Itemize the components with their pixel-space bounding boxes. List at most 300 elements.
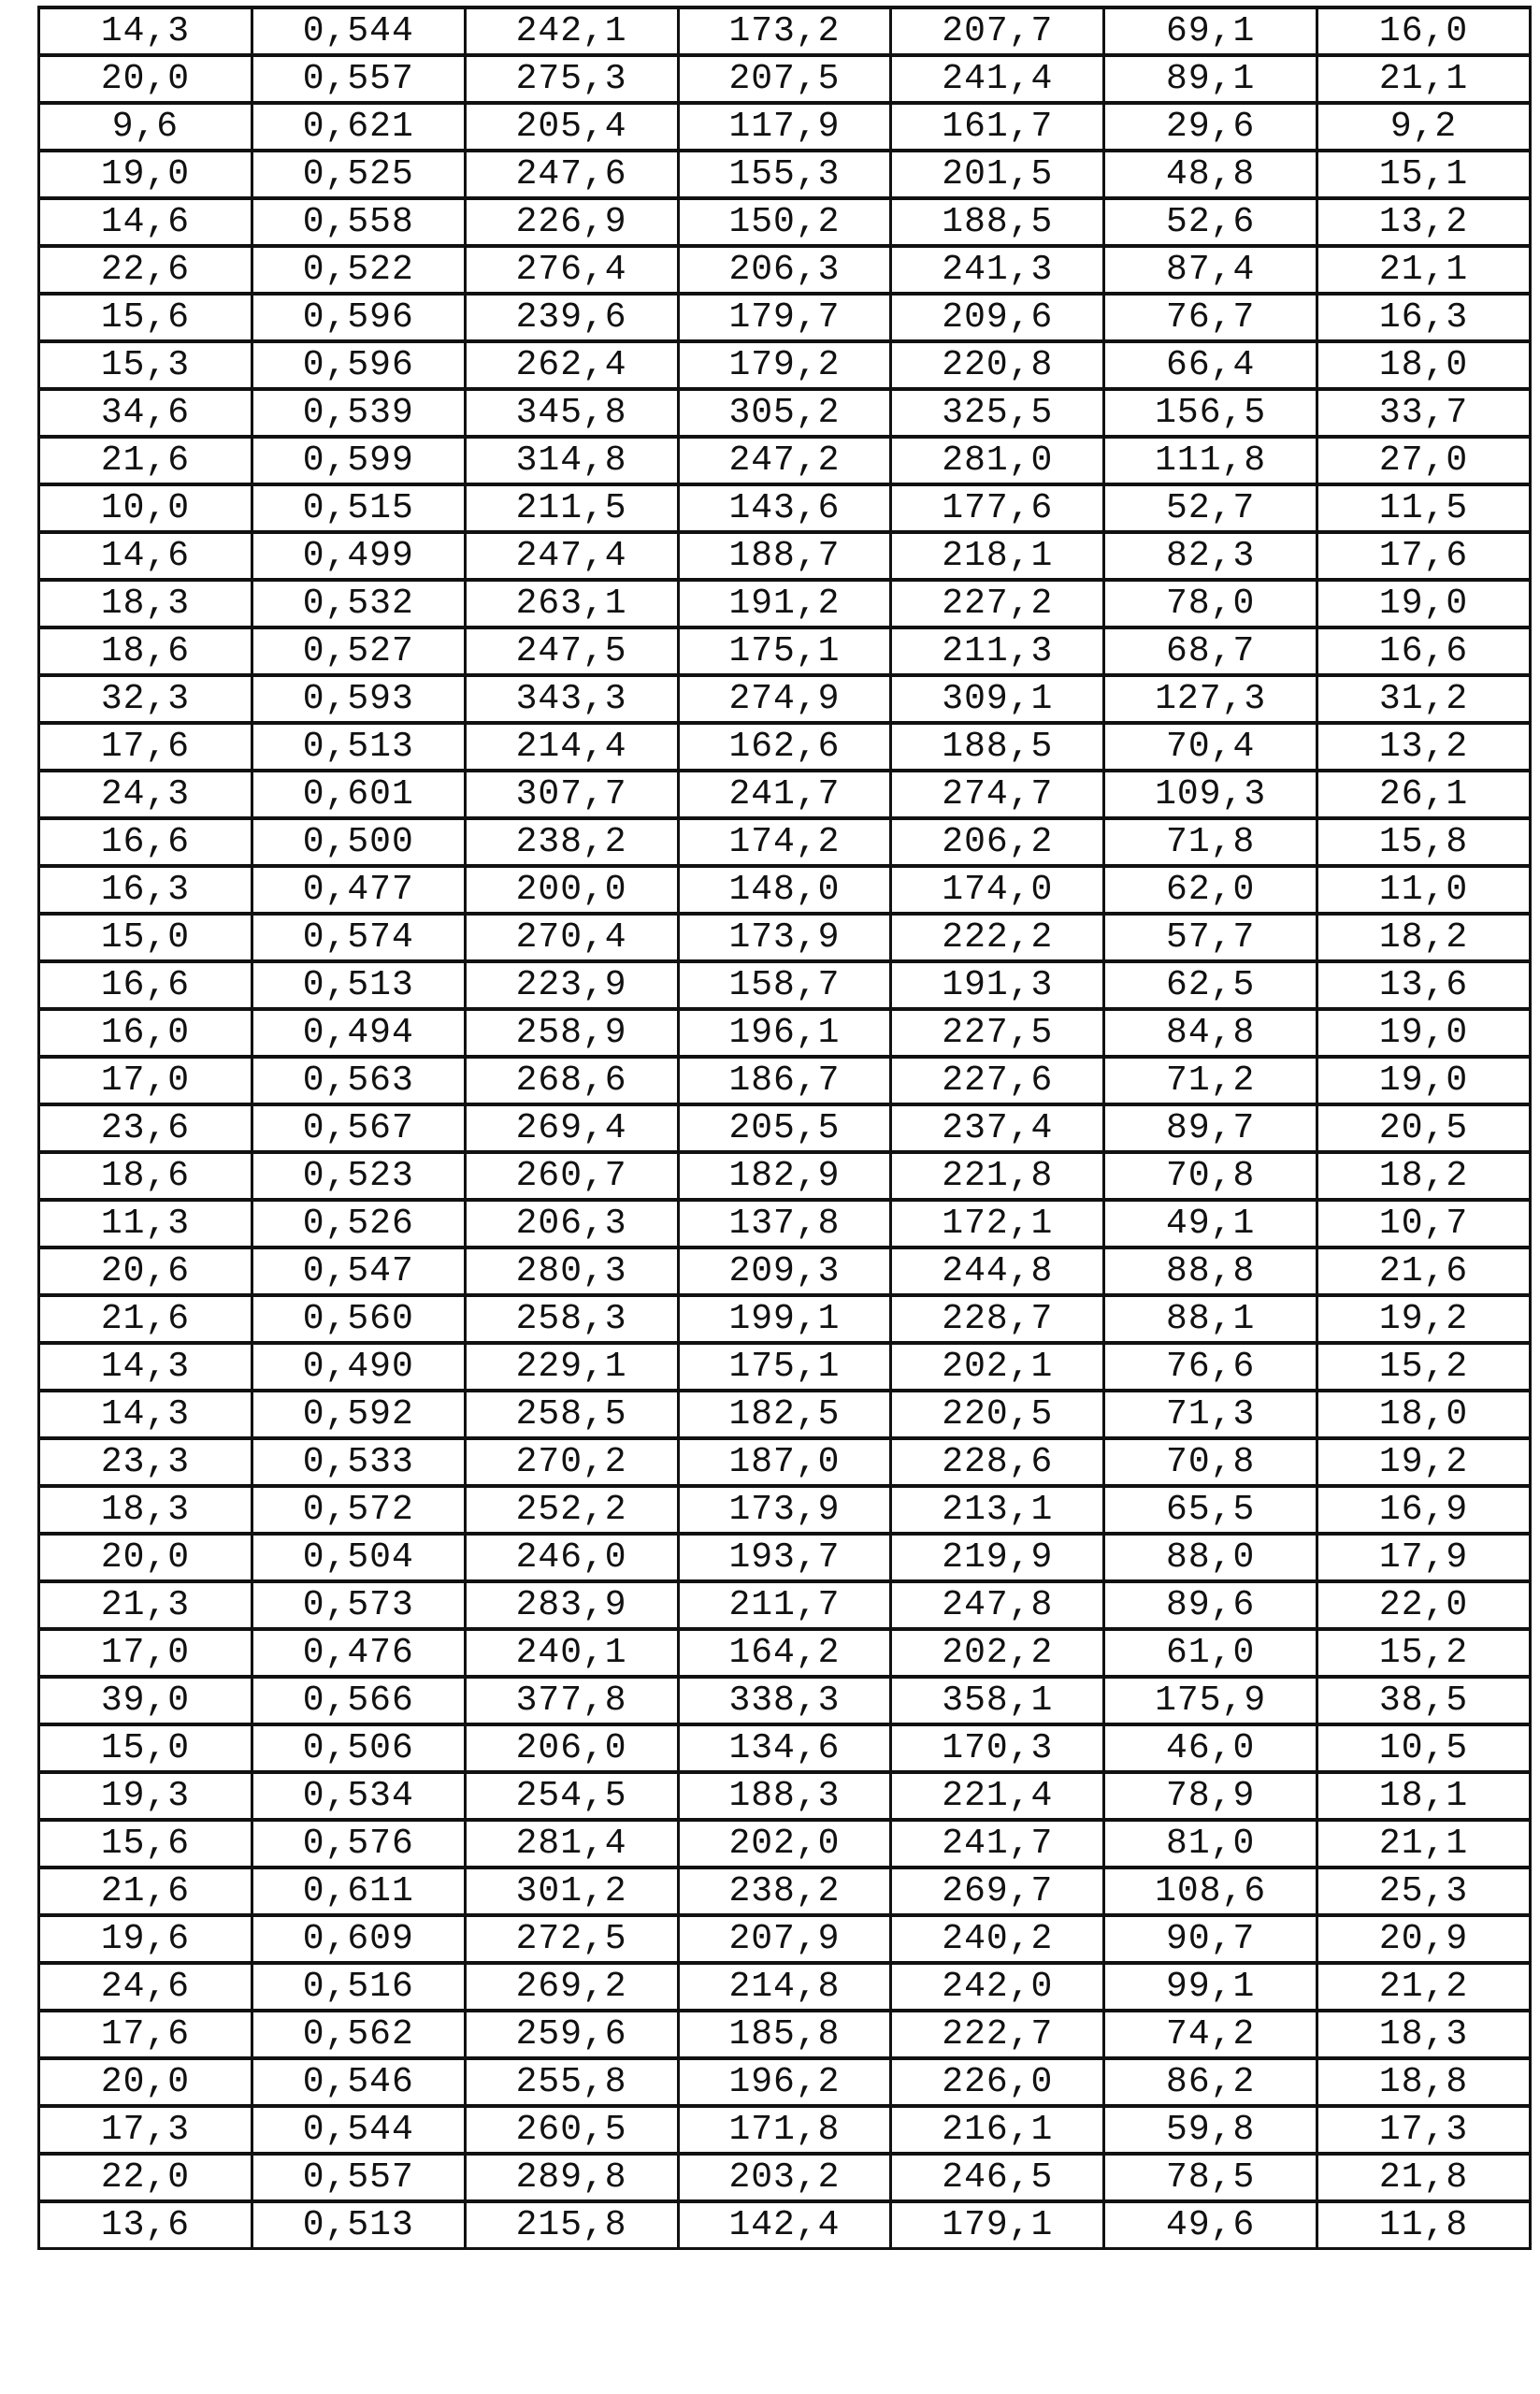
table-row bbox=[39, 1915, 1531, 1963]
table-cell-col-5: 241,7 bbox=[891, 1820, 1104, 1868]
table-cell-col-6: 70,8 bbox=[1104, 1152, 1317, 1200]
table-cell-col-7: 17,9 bbox=[1317, 1534, 1531, 1581]
table-row bbox=[39, 1629, 1531, 1677]
table-cell-col-4: 214,8 bbox=[678, 1963, 891, 2011]
table-cell-col-2: 0,562 bbox=[252, 2011, 465, 2058]
table-cell-col-5: 201,5 bbox=[891, 151, 1104, 198]
table-cell-col-4: 202,0 bbox=[678, 1820, 891, 1868]
table-cell-col-6: 76,7 bbox=[1104, 294, 1317, 341]
table-cell-col-7: 19,0 bbox=[1317, 580, 1531, 627]
data-table bbox=[37, 6, 1532, 2250]
table-cell-col-5: 228,7 bbox=[891, 1295, 1104, 1343]
table-cell-col-4: 305,2 bbox=[678, 389, 891, 437]
table-cell-col-2: 0,506 bbox=[252, 1724, 465, 1772]
table-cell-col-4: 209,3 bbox=[678, 1247, 891, 1295]
table-row bbox=[39, 2106, 1531, 2154]
table-row bbox=[39, 1247, 1531, 1295]
table-cell-col-4: 179,2 bbox=[678, 341, 891, 389]
table-row bbox=[39, 580, 1531, 627]
table-cell-col-6: 68,7 bbox=[1104, 627, 1317, 675]
table-cell-col-7: 13,2 bbox=[1317, 723, 1531, 771]
table-cell-col-1: 16,0 bbox=[39, 1009, 252, 1057]
table-cell-col-7: 19,2 bbox=[1317, 1295, 1531, 1343]
table-cell-col-7: 15,2 bbox=[1317, 1629, 1531, 1677]
table-body bbox=[39, 7, 1531, 2249]
table-cell-col-1: 21,6 bbox=[39, 1868, 252, 1915]
table-cell-col-4: 182,9 bbox=[678, 1152, 891, 1200]
table-cell-col-3: 247,4 bbox=[465, 532, 678, 580]
table-row bbox=[39, 1772, 1531, 1820]
table-cell-col-3: 200,0 bbox=[465, 866, 678, 914]
table-cell-col-3: 258,5 bbox=[465, 1391, 678, 1438]
table-cell-col-4: 158,7 bbox=[678, 961, 891, 1009]
table-cell-col-5: 170,3 bbox=[891, 1724, 1104, 1772]
table-cell-col-1: 19,3 bbox=[39, 1772, 252, 1820]
table-cell-col-2: 0,522 bbox=[252, 246, 465, 294]
table-cell-col-6: 52,7 bbox=[1104, 484, 1317, 532]
table-cell-col-3: 272,5 bbox=[465, 1915, 678, 1963]
table-cell-col-7: 19,0 bbox=[1317, 1057, 1531, 1104]
table-cell-col-3: 268,6 bbox=[465, 1057, 678, 1104]
table-cell-col-6: 62,0 bbox=[1104, 866, 1317, 914]
table-cell-col-5: 220,5 bbox=[891, 1391, 1104, 1438]
table-cell-col-1: 17,3 bbox=[39, 2106, 252, 2154]
table-cell-col-6: 52,6 bbox=[1104, 198, 1317, 246]
table-cell-col-5: 188,5 bbox=[891, 723, 1104, 771]
table-cell-col-1: 18,3 bbox=[39, 580, 252, 627]
table-cell-col-3: 260,5 bbox=[465, 2106, 678, 2154]
table-cell-col-6: 156,5 bbox=[1104, 389, 1317, 437]
table-cell-col-6: 81,0 bbox=[1104, 1820, 1317, 1868]
table-cell-col-2: 0,544 bbox=[252, 2106, 465, 2154]
table-cell-col-2: 0,527 bbox=[252, 627, 465, 675]
table-cell-col-1: 24,3 bbox=[39, 771, 252, 818]
table-cell-col-2: 0,515 bbox=[252, 484, 465, 532]
table-cell-col-6: 76,6 bbox=[1104, 1343, 1317, 1391]
table-cell-col-6: 99,1 bbox=[1104, 1963, 1317, 2011]
table-cell-col-1: 23,3 bbox=[39, 1438, 252, 1486]
table-cell-col-2: 0,500 bbox=[252, 818, 465, 866]
table-cell-col-6: 82,3 bbox=[1104, 532, 1317, 580]
table-row bbox=[39, 2201, 1531, 2249]
table-cell-col-3: 211,5 bbox=[465, 484, 678, 532]
table-cell-col-3: 289,8 bbox=[465, 2154, 678, 2201]
table-cell-col-5: 172,1 bbox=[891, 1200, 1104, 1247]
table-cell-col-4: 338,3 bbox=[678, 1677, 891, 1724]
table-cell-col-4: 188,3 bbox=[678, 1772, 891, 1820]
table-cell-col-5: 191,3 bbox=[891, 961, 1104, 1009]
table-cell-col-6: 108,6 bbox=[1104, 1868, 1317, 1915]
table-row bbox=[39, 437, 1531, 484]
table-cell-col-7: 15,2 bbox=[1317, 1343, 1531, 1391]
table-cell-col-6: 88,1 bbox=[1104, 1295, 1317, 1343]
table-cell-col-1: 19,6 bbox=[39, 1915, 252, 1963]
table-cell-col-5: 237,4 bbox=[891, 1104, 1104, 1152]
table-cell-col-1: 20,0 bbox=[39, 55, 252, 103]
table-cell-col-5: 202,2 bbox=[891, 1629, 1104, 1677]
table-row bbox=[39, 532, 1531, 580]
table-cell-col-1: 16,6 bbox=[39, 818, 252, 866]
table-cell-col-6: 66,4 bbox=[1104, 341, 1317, 389]
table-cell-col-2: 0,476 bbox=[252, 1629, 465, 1677]
table-cell-col-5: 219,9 bbox=[891, 1534, 1104, 1581]
table-row bbox=[39, 1724, 1531, 1772]
table-cell-col-5: 228,6 bbox=[891, 1438, 1104, 1486]
table-cell-col-4: 148,0 bbox=[678, 866, 891, 914]
table-cell-col-2: 0,544 bbox=[252, 7, 465, 55]
table-row bbox=[39, 1486, 1531, 1534]
table-cell-col-4: 185,8 bbox=[678, 2011, 891, 2058]
table-cell-col-1: 21,3 bbox=[39, 1581, 252, 1629]
table-cell-col-4: 175,1 bbox=[678, 1343, 891, 1391]
table-cell-col-5: 309,1 bbox=[891, 675, 1104, 723]
table-row bbox=[39, 1295, 1531, 1343]
table-cell-col-6: 65,5 bbox=[1104, 1486, 1317, 1534]
table-cell-col-7: 19,0 bbox=[1317, 1009, 1531, 1057]
table-cell-col-4: 175,1 bbox=[678, 627, 891, 675]
table-cell-col-5: 206,2 bbox=[891, 818, 1104, 866]
table-cell-col-4: 199,1 bbox=[678, 1295, 891, 1343]
table-cell-col-5: 241,4 bbox=[891, 55, 1104, 103]
table-cell-col-4: 142,4 bbox=[678, 2201, 891, 2249]
table-cell-col-7: 9,2 bbox=[1317, 103, 1531, 151]
table-cell-col-1: 18,3 bbox=[39, 1486, 252, 1534]
table-cell-col-3: 314,8 bbox=[465, 437, 678, 484]
table-cell-col-6: 70,4 bbox=[1104, 723, 1317, 771]
table-cell-col-4: 196,1 bbox=[678, 1009, 891, 1057]
table-cell-col-5: 221,8 bbox=[891, 1152, 1104, 1200]
table-cell-col-7: 21,6 bbox=[1317, 1247, 1531, 1295]
table-cell-col-2: 0,525 bbox=[252, 151, 465, 198]
table-row bbox=[39, 484, 1531, 532]
table-cell-col-2: 0,533 bbox=[252, 1438, 465, 1486]
table-cell-col-5: 269,7 bbox=[891, 1868, 1104, 1915]
table-cell-col-7: 16,9 bbox=[1317, 1486, 1531, 1534]
table-cell-col-3: 269,2 bbox=[465, 1963, 678, 2011]
table-cell-col-3: 345,8 bbox=[465, 389, 678, 437]
table-cell-col-1: 17,6 bbox=[39, 723, 252, 771]
table-cell-col-5: 227,5 bbox=[891, 1009, 1104, 1057]
table-cell-col-1: 18,6 bbox=[39, 627, 252, 675]
table-cell-col-6: 88,0 bbox=[1104, 1534, 1317, 1581]
table-cell-col-4: 143,6 bbox=[678, 484, 891, 532]
table-cell-col-4: 193,7 bbox=[678, 1534, 891, 1581]
table-cell-col-6: 49,1 bbox=[1104, 1200, 1317, 1247]
table-cell-col-3: 343,3 bbox=[465, 675, 678, 723]
table-cell-col-5: 211,3 bbox=[891, 627, 1104, 675]
table-cell-col-6: 109,3 bbox=[1104, 771, 1317, 818]
table-row bbox=[39, 246, 1531, 294]
table-cell-col-5: 222,2 bbox=[891, 914, 1104, 961]
table-cell-col-3: 280,3 bbox=[465, 1247, 678, 1295]
table-cell-col-7: 33,7 bbox=[1317, 389, 1531, 437]
table-cell-col-7: 16,6 bbox=[1317, 627, 1531, 675]
table-row bbox=[39, 914, 1531, 961]
table-cell-col-7: 11,8 bbox=[1317, 2201, 1531, 2249]
table-cell-col-7: 27,0 bbox=[1317, 437, 1531, 484]
table-cell-col-2: 0,596 bbox=[252, 341, 465, 389]
table-cell-col-7: 21,2 bbox=[1317, 1963, 1531, 2011]
table-row bbox=[39, 1104, 1531, 1152]
table-cell-col-1: 13,6 bbox=[39, 2201, 252, 2249]
table-cell-col-5: 242,0 bbox=[891, 1963, 1104, 2011]
document-page bbox=[37, 6, 1532, 2250]
table-cell-col-6: 89,7 bbox=[1104, 1104, 1317, 1152]
table-cell-col-2: 0,609 bbox=[252, 1915, 465, 1963]
table-cell-col-7: 21,1 bbox=[1317, 55, 1531, 103]
table-row bbox=[39, 818, 1531, 866]
table-cell-col-6: 71,3 bbox=[1104, 1391, 1317, 1438]
table-row bbox=[39, 1009, 1531, 1057]
table-cell-col-3: 206,3 bbox=[465, 1200, 678, 1247]
table-cell-col-2: 0,477 bbox=[252, 866, 465, 914]
table-cell-col-5: 222,7 bbox=[891, 2011, 1104, 2058]
table-cell-col-1: 20,0 bbox=[39, 2058, 252, 2106]
table-cell-col-5: 188,5 bbox=[891, 198, 1104, 246]
table-cell-col-6: 74,2 bbox=[1104, 2011, 1317, 2058]
table-row bbox=[39, 1677, 1531, 1724]
table-cell-col-4: 188,7 bbox=[678, 532, 891, 580]
table-cell-col-3: 215,8 bbox=[465, 2201, 678, 2249]
table-cell-col-7: 10,5 bbox=[1317, 1724, 1531, 1772]
table-cell-col-2: 0,526 bbox=[252, 1200, 465, 1247]
table-row bbox=[39, 961, 1531, 1009]
table-cell-col-5: 244,8 bbox=[891, 1247, 1104, 1295]
table-cell-col-5: 227,2 bbox=[891, 580, 1104, 627]
table-row bbox=[39, 627, 1531, 675]
table-cell-col-6: 78,5 bbox=[1104, 2154, 1317, 2201]
table-row bbox=[39, 1868, 1531, 1915]
table-cell-col-5: 218,1 bbox=[891, 532, 1104, 580]
table-row bbox=[39, 294, 1531, 341]
table-cell-col-6: 49,6 bbox=[1104, 2201, 1317, 2249]
table-cell-col-1: 14,3 bbox=[39, 1343, 252, 1391]
table-cell-col-1: 20,6 bbox=[39, 1247, 252, 1295]
table-cell-col-1: 9,6 bbox=[39, 103, 252, 151]
table-cell-col-6: 29,6 bbox=[1104, 103, 1317, 151]
table-cell-col-7: 21,8 bbox=[1317, 2154, 1531, 2201]
table-cell-col-5: 240,2 bbox=[891, 1915, 1104, 1963]
table-cell-col-5: 227,6 bbox=[891, 1057, 1104, 1104]
table-cell-col-7: 21,1 bbox=[1317, 246, 1531, 294]
table-cell-col-1: 14,6 bbox=[39, 198, 252, 246]
table-cell-col-4: 241,7 bbox=[678, 771, 891, 818]
table-cell-col-5: 281,0 bbox=[891, 437, 1104, 484]
table-cell-col-4: 211,7 bbox=[678, 1581, 891, 1629]
table-cell-col-4: 274,9 bbox=[678, 675, 891, 723]
table-cell-col-3: 214,4 bbox=[465, 723, 678, 771]
table-cell-col-6: 90,7 bbox=[1104, 1915, 1317, 1963]
table-cell-col-1: 10,0 bbox=[39, 484, 252, 532]
table-cell-col-7: 18,3 bbox=[1317, 2011, 1531, 2058]
table-cell-col-1: 14,3 bbox=[39, 7, 252, 55]
table-cell-col-5: 358,1 bbox=[891, 1677, 1104, 1724]
table-cell-col-3: 242,1 bbox=[465, 7, 678, 55]
table-cell-col-7: 19,2 bbox=[1317, 1438, 1531, 1486]
table-cell-col-3: 206,0 bbox=[465, 1724, 678, 1772]
table-row bbox=[39, 1438, 1531, 1486]
table-cell-col-5: 202,1 bbox=[891, 1343, 1104, 1391]
table-cell-col-1: 15,6 bbox=[39, 294, 252, 341]
table-cell-col-4: 150,2 bbox=[678, 198, 891, 246]
table-cell-col-5: 161,7 bbox=[891, 103, 1104, 151]
table-row bbox=[39, 866, 1531, 914]
table-row bbox=[39, 675, 1531, 723]
table-cell-col-2: 0,592 bbox=[252, 1391, 465, 1438]
table-cell-col-5: 216,1 bbox=[891, 2106, 1104, 2154]
table-cell-col-4: 207,9 bbox=[678, 1915, 891, 1963]
table-cell-col-5: 246,5 bbox=[891, 2154, 1104, 2201]
table-cell-col-4: 247,2 bbox=[678, 437, 891, 484]
table-cell-col-5: 220,8 bbox=[891, 341, 1104, 389]
table-cell-col-3: 229,1 bbox=[465, 1343, 678, 1391]
table-cell-col-3: 263,1 bbox=[465, 580, 678, 627]
table-cell-col-3: 269,4 bbox=[465, 1104, 678, 1152]
table-cell-col-6: 48,8 bbox=[1104, 151, 1317, 198]
table-cell-col-3: 301,2 bbox=[465, 1868, 678, 1915]
table-row bbox=[39, 103, 1531, 151]
table-row bbox=[39, 1200, 1531, 1247]
table-cell-col-6: 46,0 bbox=[1104, 1724, 1317, 1772]
table-cell-col-2: 0,490 bbox=[252, 1343, 465, 1391]
table-cell-col-1: 11,3 bbox=[39, 1200, 252, 1247]
table-cell-col-2: 0,513 bbox=[252, 2201, 465, 2249]
table-cell-col-2: 0,539 bbox=[252, 389, 465, 437]
table-cell-col-1: 23,6 bbox=[39, 1104, 252, 1152]
table-cell-col-1: 15,0 bbox=[39, 1724, 252, 1772]
table-cell-col-2: 0,596 bbox=[252, 294, 465, 341]
table-cell-col-4: 207,5 bbox=[678, 55, 891, 103]
table-cell-col-2: 0,560 bbox=[252, 1295, 465, 1343]
table-cell-col-7: 18,1 bbox=[1317, 1772, 1531, 1820]
table-cell-col-1: 17,6 bbox=[39, 2011, 252, 2058]
table-cell-col-7: 16,3 bbox=[1317, 294, 1531, 341]
table-cell-col-5: 177,6 bbox=[891, 484, 1104, 532]
table-cell-col-4: 187,0 bbox=[678, 1438, 891, 1486]
table-row bbox=[39, 1057, 1531, 1104]
table-row bbox=[39, 389, 1531, 437]
table-cell-col-3: 258,9 bbox=[465, 1009, 678, 1057]
table-cell-col-7: 11,5 bbox=[1317, 484, 1531, 532]
table-cell-col-6: 87,4 bbox=[1104, 246, 1317, 294]
table-cell-col-2: 0,499 bbox=[252, 532, 465, 580]
table-cell-col-4: 238,2 bbox=[678, 1868, 891, 1915]
table-cell-col-7: 20,9 bbox=[1317, 1915, 1531, 1963]
table-cell-col-3: 205,4 bbox=[465, 103, 678, 151]
table-cell-col-3: 246,0 bbox=[465, 1534, 678, 1581]
table-cell-col-4: 164,2 bbox=[678, 1629, 891, 1677]
table-row bbox=[39, 723, 1531, 771]
table-cell-col-5: 213,1 bbox=[891, 1486, 1104, 1534]
table-cell-col-2: 0,546 bbox=[252, 2058, 465, 2106]
table-cell-col-7: 31,2 bbox=[1317, 675, 1531, 723]
table-row bbox=[39, 198, 1531, 246]
table-cell-col-1: 16,3 bbox=[39, 866, 252, 914]
table-cell-col-4: 155,3 bbox=[678, 151, 891, 198]
table-row bbox=[39, 1152, 1531, 1200]
table-cell-col-3: 254,5 bbox=[465, 1772, 678, 1820]
table-cell-col-6: 71,2 bbox=[1104, 1057, 1317, 1104]
table-cell-col-2: 0,563 bbox=[252, 1057, 465, 1104]
table-cell-col-7: 15,8 bbox=[1317, 818, 1531, 866]
table-cell-col-7: 21,1 bbox=[1317, 1820, 1531, 1868]
table-row bbox=[39, 55, 1531, 103]
table-cell-col-5: 226,0 bbox=[891, 2058, 1104, 2106]
table-cell-col-7: 13,6 bbox=[1317, 961, 1531, 1009]
table-cell-col-6: 69,1 bbox=[1104, 7, 1317, 55]
table-row bbox=[39, 2058, 1531, 2106]
table-cell-col-6: 57,7 bbox=[1104, 914, 1317, 961]
table-cell-col-2: 0,516 bbox=[252, 1963, 465, 2011]
table-cell-col-2: 0,576 bbox=[252, 1820, 465, 1868]
table-cell-col-1: 17,0 bbox=[39, 1057, 252, 1104]
table-cell-col-3: 260,7 bbox=[465, 1152, 678, 1200]
table-cell-col-1: 14,6 bbox=[39, 532, 252, 580]
table-cell-col-3: 226,9 bbox=[465, 198, 678, 246]
table-cell-col-7: 18,2 bbox=[1317, 914, 1531, 961]
table-cell-col-6: 84,8 bbox=[1104, 1009, 1317, 1057]
table-cell-col-7: 22,0 bbox=[1317, 1581, 1531, 1629]
table-cell-col-3: 270,4 bbox=[465, 914, 678, 961]
table-cell-col-3: 247,6 bbox=[465, 151, 678, 198]
table-row bbox=[39, 2154, 1531, 2201]
table-cell-col-3: 281,4 bbox=[465, 1820, 678, 1868]
table-cell-col-6: 62,5 bbox=[1104, 961, 1317, 1009]
table-cell-col-2: 0,566 bbox=[252, 1677, 465, 1724]
table-cell-col-3: 276,4 bbox=[465, 246, 678, 294]
table-cell-col-2: 0,593 bbox=[252, 675, 465, 723]
table-cell-col-2: 0,557 bbox=[252, 55, 465, 103]
table-cell-col-7: 17,6 bbox=[1317, 532, 1531, 580]
table-row bbox=[39, 151, 1531, 198]
table-cell-col-4: 174,2 bbox=[678, 818, 891, 866]
table-row bbox=[39, 1391, 1531, 1438]
table-cell-col-6: 59,8 bbox=[1104, 2106, 1317, 2154]
table-cell-col-4: 205,5 bbox=[678, 1104, 891, 1152]
table-cell-col-6: 88,8 bbox=[1104, 1247, 1317, 1295]
table-cell-col-7: 16,0 bbox=[1317, 7, 1531, 55]
table-cell-col-3: 255,8 bbox=[465, 2058, 678, 2106]
table-cell-col-2: 0,557 bbox=[252, 2154, 465, 2201]
table-cell-col-2: 0,599 bbox=[252, 437, 465, 484]
table-cell-col-4: 173,9 bbox=[678, 914, 891, 961]
table-cell-col-5: 221,4 bbox=[891, 1772, 1104, 1820]
table-cell-col-4: 182,5 bbox=[678, 1391, 891, 1438]
table-cell-col-1: 34,6 bbox=[39, 389, 252, 437]
table-cell-col-5: 241,3 bbox=[891, 246, 1104, 294]
table-cell-col-1: 17,0 bbox=[39, 1629, 252, 1677]
table-cell-col-1: 16,6 bbox=[39, 961, 252, 1009]
table-cell-col-5: 174,0 bbox=[891, 866, 1104, 914]
table-cell-col-7: 38,5 bbox=[1317, 1677, 1531, 1724]
table-cell-col-3: 239,6 bbox=[465, 294, 678, 341]
table-cell-col-1: 21,6 bbox=[39, 1295, 252, 1343]
table-cell-col-1: 21,6 bbox=[39, 437, 252, 484]
table-row bbox=[39, 1581, 1531, 1629]
table-cell-col-4: 191,2 bbox=[678, 580, 891, 627]
table-cell-col-1: 39,0 bbox=[39, 1677, 252, 1724]
table-cell-col-7: 17,3 bbox=[1317, 2106, 1531, 2154]
table-cell-col-4: 134,6 bbox=[678, 1724, 891, 1772]
table-cell-col-7: 15,1 bbox=[1317, 151, 1531, 198]
table-row bbox=[39, 1343, 1531, 1391]
table-cell-col-2: 0,513 bbox=[252, 961, 465, 1009]
table-cell-col-5: 325,5 bbox=[891, 389, 1104, 437]
table-cell-col-3: 283,9 bbox=[465, 1581, 678, 1629]
table-cell-col-6: 175,9 bbox=[1104, 1677, 1317, 1724]
table-cell-col-1: 22,0 bbox=[39, 2154, 252, 2201]
table-cell-col-4: 137,8 bbox=[678, 1200, 891, 1247]
